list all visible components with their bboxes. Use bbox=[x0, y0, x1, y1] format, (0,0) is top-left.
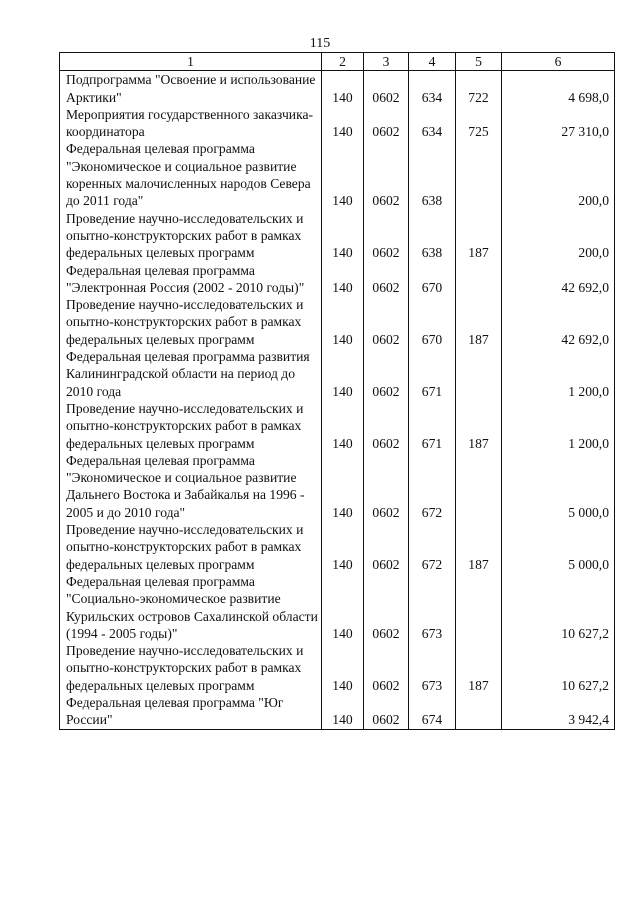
table-row bbox=[60, 452, 615, 521]
item-name: Федеральная целевая программа "Юг России" bbox=[60, 694, 322, 729]
column-header: 6 bbox=[502, 53, 615, 71]
code-col-3: 0602 bbox=[364, 521, 409, 573]
amount: 200,0 bbox=[502, 140, 615, 209]
code-col-5 bbox=[456, 694, 502, 729]
code-col-3: 0602 bbox=[364, 140, 409, 209]
table-row bbox=[60, 521, 615, 573]
amount: 200,0 bbox=[502, 210, 615, 262]
code-col-2: 140 bbox=[322, 71, 364, 106]
amount: 3 942,4 bbox=[502, 694, 615, 729]
code-col-3: 0602 bbox=[364, 642, 409, 694]
column-header: 3 bbox=[364, 53, 409, 71]
code-col-3: 0602 bbox=[364, 452, 409, 521]
code-col-2: 140 bbox=[322, 348, 364, 400]
code-col-5 bbox=[456, 348, 502, 400]
code-col-4: 673 bbox=[409, 573, 456, 642]
code-col-3: 0602 bbox=[364, 573, 409, 642]
code-col-2: 140 bbox=[322, 642, 364, 694]
code-col-2: 140 bbox=[322, 296, 364, 348]
table-row bbox=[60, 106, 615, 141]
code-col-2: 140 bbox=[322, 210, 364, 262]
code-col-5: 187 bbox=[456, 642, 502, 694]
table-body bbox=[60, 71, 615, 729]
code-col-4: 672 bbox=[409, 452, 456, 521]
item-name: Федеральная целевая программа "Экономическое и социальное развитие Дальнего Востока и Забайкалья на 1996 - 2005 и до 2010 года" bbox=[60, 452, 322, 521]
item-name: Проведение научно-исследовательских и опытно-конструкторских работ в рамках федеральных целевых программ bbox=[60, 400, 322, 452]
code-col-3: 0602 bbox=[364, 348, 409, 400]
amount: 1 200,0 bbox=[502, 348, 615, 400]
budget-table bbox=[59, 52, 615, 730]
column-header: 5 bbox=[456, 53, 502, 71]
amount: 5 000,0 bbox=[502, 521, 615, 573]
code-col-4: 634 bbox=[409, 71, 456, 106]
code-col-4: 638 bbox=[409, 210, 456, 262]
code-col-2: 140 bbox=[322, 573, 364, 642]
table-row bbox=[60, 573, 615, 642]
header-row bbox=[60, 53, 615, 71]
amount: 10 627,2 bbox=[502, 573, 615, 642]
column-header: 1 bbox=[60, 53, 322, 71]
code-col-5 bbox=[456, 262, 502, 297]
table-row bbox=[60, 140, 615, 209]
code-col-3: 0602 bbox=[364, 262, 409, 297]
item-name: Федеральная целевая программа "Электронная Россия (2002 - 2010 годы)" bbox=[60, 262, 322, 297]
code-col-4: 634 bbox=[409, 106, 456, 141]
item-name: Проведение научно-исследовательских и опытно-конструкторских работ в рамках федеральных целевых программ bbox=[60, 210, 322, 262]
table-row bbox=[60, 642, 615, 694]
item-name: Мероприятия государственного заказчика-координатора bbox=[60, 106, 322, 141]
code-col-4: 638 bbox=[409, 140, 456, 209]
code-col-4: 670 bbox=[409, 262, 456, 297]
item-name: Проведение научно-исследовательских и опытно-конструкторских работ в рамках федеральных целевых программ bbox=[60, 642, 322, 694]
table-row bbox=[60, 296, 615, 348]
code-col-3: 0602 bbox=[364, 210, 409, 262]
code-col-2: 140 bbox=[322, 400, 364, 452]
table-row bbox=[60, 210, 615, 262]
item-name: Федеральная целевая программа развития Калининградской области на период до 2010 года bbox=[60, 348, 322, 400]
code-col-2: 140 bbox=[322, 140, 364, 209]
amount: 10 627,2 bbox=[502, 642, 615, 694]
column-header: 4 bbox=[409, 53, 456, 71]
code-col-3: 0602 bbox=[364, 71, 409, 106]
item-name: Федеральная целевая программа "Социально-экономическое развитие Курильских островов Сахалинской области (1994 - 2005 годы)" bbox=[60, 573, 322, 642]
code-col-2: 140 bbox=[322, 521, 364, 573]
code-col-3: 0602 bbox=[364, 694, 409, 729]
code-col-3: 0602 bbox=[364, 400, 409, 452]
code-col-2: 140 bbox=[322, 262, 364, 297]
amount: 1 200,0 bbox=[502, 400, 615, 452]
code-col-2: 140 bbox=[322, 694, 364, 729]
code-col-5: 722 bbox=[456, 71, 502, 106]
code-col-5 bbox=[456, 452, 502, 521]
table-row bbox=[60, 71, 615, 106]
item-name: Подпрограмма "Освоение и использование Арктики" bbox=[60, 71, 322, 106]
code-col-5 bbox=[456, 140, 502, 209]
amount: 42 692,0 bbox=[502, 296, 615, 348]
code-col-2: 140 bbox=[322, 452, 364, 521]
code-col-5: 187 bbox=[456, 210, 502, 262]
amount: 5 000,0 bbox=[502, 452, 615, 521]
code-col-3: 0602 bbox=[364, 296, 409, 348]
code-col-5: 187 bbox=[456, 400, 502, 452]
code-col-4: 672 bbox=[409, 521, 456, 573]
item-name: Федеральная целевая программа "Экономическое и социальное развитие коренных малочисленных народов Севера до 2011 года" bbox=[60, 140, 322, 209]
item-name: Проведение научно-исследовательских и опытно-конструкторских работ в рамках федеральных целевых программ bbox=[60, 521, 322, 573]
column-header: 2 bbox=[322, 53, 364, 71]
table-row bbox=[60, 348, 615, 400]
code-col-5 bbox=[456, 573, 502, 642]
code-col-4: 671 bbox=[409, 400, 456, 452]
table-row bbox=[60, 694, 615, 729]
item-name: Проведение научно-исследовательских и опытно-конструкторских работ в рамках федеральных целевых программ bbox=[60, 296, 322, 348]
code-col-4: 671 bbox=[409, 348, 456, 400]
code-col-4: 674 bbox=[409, 694, 456, 729]
code-col-4: 670 bbox=[409, 296, 456, 348]
code-col-2: 140 bbox=[322, 106, 364, 141]
amount: 27 310,0 bbox=[502, 106, 615, 141]
table-row bbox=[60, 262, 615, 297]
code-col-5: 187 bbox=[456, 521, 502, 573]
code-col-4: 673 bbox=[409, 642, 456, 694]
amount: 42 692,0 bbox=[502, 262, 615, 297]
code-col-5: 187 bbox=[456, 296, 502, 348]
amount: 4 698,0 bbox=[502, 71, 615, 106]
code-col-3: 0602 bbox=[364, 106, 409, 141]
table-row bbox=[60, 400, 615, 452]
code-col-5: 725 bbox=[456, 106, 502, 141]
page-number: 115 bbox=[309, 36, 331, 51]
